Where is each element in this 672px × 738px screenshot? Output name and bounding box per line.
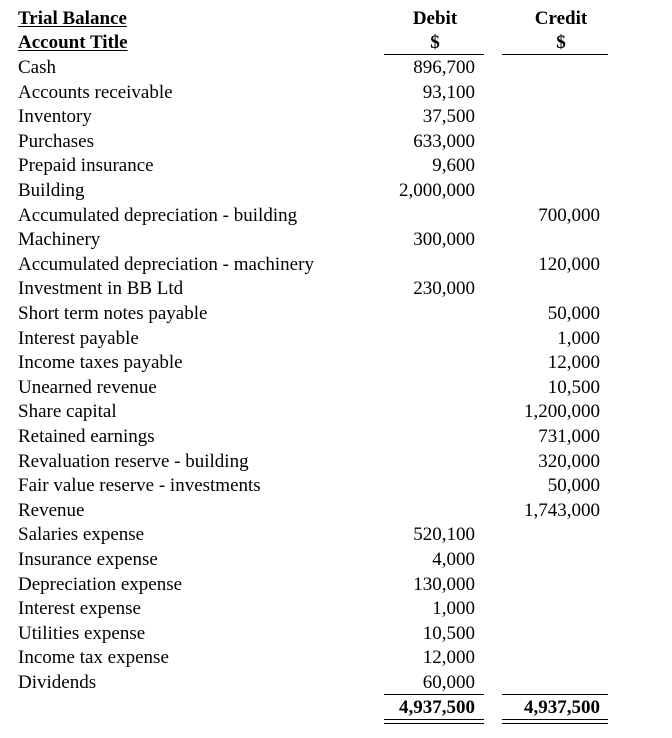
credit-total-double-rule	[502, 719, 608, 724]
account-name: Dividends	[18, 672, 97, 693]
debit-header-rule	[384, 54, 484, 55]
account-name: Purchases	[18, 130, 94, 152]
credit-currency-label: $	[556, 32, 566, 53]
debit-amount: 1,000	[432, 598, 475, 620]
account-name: Accumulated depreciation - building	[18, 204, 298, 226]
account-name: Prepaid insurance	[18, 155, 154, 177]
credit-amount: 50,000	[547, 303, 600, 324]
credit-subtotal-rule	[502, 694, 608, 695]
account-name: Revenue	[18, 499, 85, 521]
debit-amount: 520,100	[413, 524, 475, 546]
account-name: Accumulated depreciation - machinery	[18, 253, 314, 275]
debit-column-heading: Debit	[412, 8, 458, 29]
account-name: Salaries expense	[18, 524, 145, 546]
credit-amount: 731,000	[538, 426, 600, 447]
account-name: Short term notes payable	[18, 303, 208, 324]
debit-amount: 230,000	[413, 278, 475, 300]
account-name: Building	[18, 180, 85, 201]
debit-amount: 10,500	[422, 622, 475, 644]
debit-currency-label: $	[430, 32, 440, 53]
account-name: Unearned revenue	[18, 376, 157, 398]
debit-amount: 12,000	[422, 647, 475, 669]
account-name: Retained earnings	[18, 426, 155, 447]
debit-amount: 300,000	[413, 229, 475, 251]
account-name: Utilities expense	[18, 622, 146, 644]
debit-amount: 93,100	[422, 81, 475, 103]
account-name: Machinery	[18, 229, 101, 251]
debit-amount: 60,000	[422, 672, 475, 693]
account-name: Share capital	[18, 401, 117, 423]
debit-amount: 9,600	[432, 155, 475, 177]
credit-column-heading: Credit	[534, 8, 588, 29]
credit-amount: 12,000	[547, 352, 600, 374]
credit-amount: 320,000	[538, 450, 600, 472]
debit-total: 4,937,500	[399, 697, 475, 718]
account-name: Revaluation reserve - building	[18, 450, 249, 472]
account-name: Fair value reserve - investments	[18, 475, 261, 497]
debit-total-double-rule	[384, 719, 484, 724]
account-name: Interest expense	[18, 598, 141, 620]
debit-amount: 37,500	[422, 106, 475, 128]
debit-amount: 130,000	[413, 573, 475, 595]
account-name: Income taxes payable	[18, 352, 183, 374]
credit-amount: 50,000	[547, 475, 600, 497]
credit-amount: 120,000	[538, 253, 600, 275]
credit-total: 4,937,500	[524, 697, 600, 718]
account-name: Depreciation expense	[18, 573, 183, 595]
credit-amount: 1,200,000	[524, 401, 600, 423]
credit-amount: 1,743,000	[524, 499, 600, 521]
debit-amount: 896,700	[413, 57, 475, 78]
account-name: Interest payable	[18, 327, 139, 349]
credit-amount: 700,000	[538, 204, 600, 226]
credit-header-rule	[502, 54, 608, 55]
account-name: Inventory	[18, 106, 92, 128]
debit-amount: 4,000	[432, 549, 475, 570]
account-name: Accounts receivable	[18, 81, 173, 103]
account-title-heading: Account Title	[18, 32, 128, 53]
debit-amount: 633,000	[413, 130, 475, 152]
account-name: Insurance expense	[18, 549, 158, 570]
account-name: Investment in BB Ltd	[18, 278, 184, 300]
credit-amount: 1,000	[557, 327, 600, 349]
credit-amount: 10,500	[547, 376, 600, 398]
account-name: Income tax expense	[18, 647, 169, 669]
debit-amount: 2,000,000	[399, 180, 475, 201]
trial-balance-title: Trial Balance	[18, 8, 127, 29]
account-name: Cash	[18, 57, 56, 78]
debit-subtotal-rule	[384, 694, 484, 695]
